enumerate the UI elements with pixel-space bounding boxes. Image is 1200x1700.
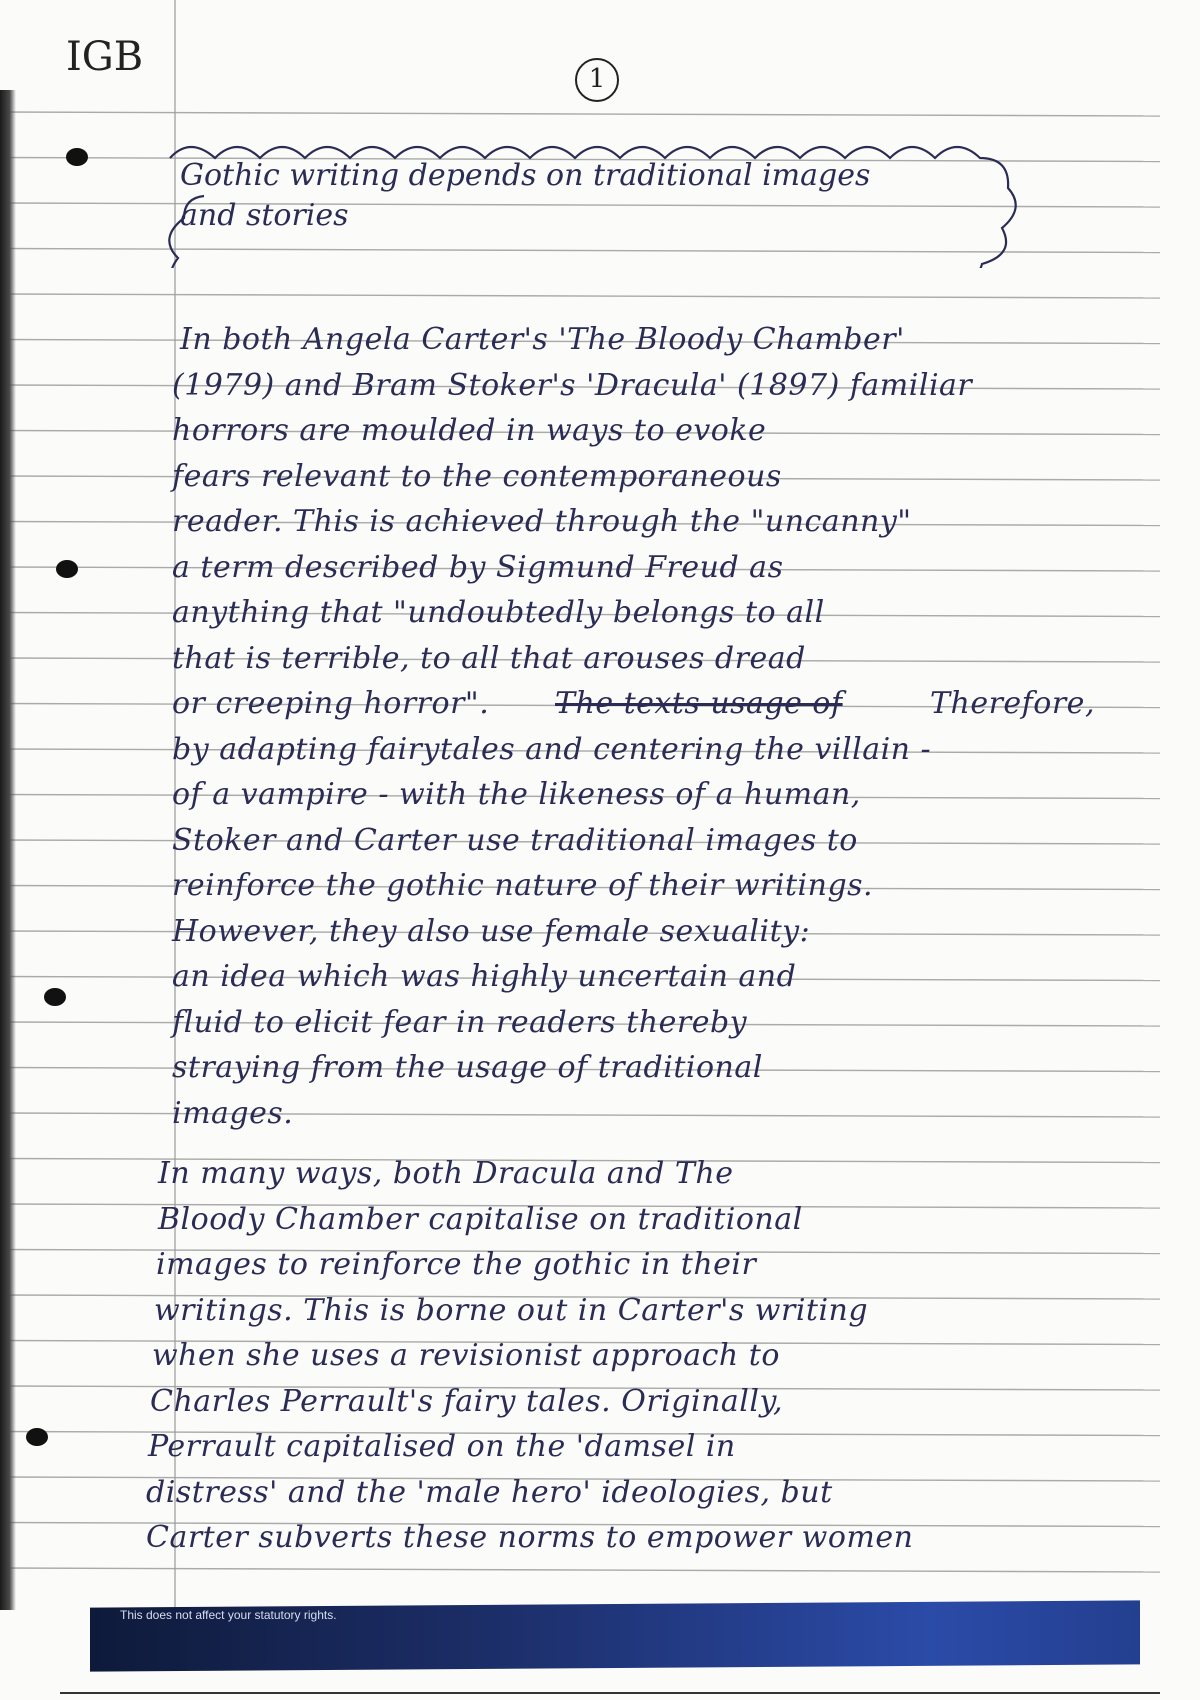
handwritten-line: fluid to elicit fear in readers thereby [172,1004,748,1040]
heading-line: Gothic writing depends on traditional images [180,158,871,193]
handwritten-line: Charles Perrault's fairy tales. Originally, [150,1383,783,1419]
handwritten-line: distress' and the 'male hero' ideologies, but [146,1474,833,1510]
corner-tag: IGB [66,34,144,80]
footer-notice: This does not affect your statutory rights. [120,1608,337,1622]
handwritten-line: (1979) and Bram Stoker's 'Dracula' (1897) familiar [172,367,973,403]
handwritten-line: anything that "undoubtedly belongs to all [172,595,825,630]
handwritten-line: a term described by Sigmund Freud as [172,549,784,585]
handwritten-line: writings. This is borne out in Carter's writing [154,1292,869,1328]
bottom-rule [60,1692,1160,1694]
continuation-text: Therefore, [930,686,1095,721]
struck-text: The texts usage of [555,686,843,721]
page-number-circle [575,58,619,102]
handwritten-line: straying from the usage of traditional [172,1050,763,1085]
handwritten-line: reader. This is achieved through the "uncanny" [172,504,912,539]
punch-hole [66,148,88,166]
handwritten-line: when she uses a revisionist approach to [152,1338,780,1373]
handwritten-line: by adapting fairytales and centering the villain - [172,731,932,767]
punch-hole [44,988,66,1006]
punch-hole [26,1428,48,1446]
handwritten-line: In many ways, both Dracula and The [158,1156,734,1191]
handwritten-line: an idea which was highly uncertain and [172,959,797,994]
handwritten-line: Bloody Chamber capitalise on traditional [158,1201,803,1237]
punch-hole [56,560,78,578]
handwritten-line: Carter subverts these norms to empower women [146,1520,914,1555]
handwritten-line: or creeping horror". [172,686,490,721]
handwritten-line: images to reinforce the gothic in their [156,1247,757,1282]
handwritten-line: that is terrible, to all that arouses dread [172,640,806,676]
handwritten-line: of a vampire - with the likeness of a human, [172,777,861,812]
handwritten-line: images. [172,1095,294,1131]
page-edge-shadow [0,90,16,1610]
handwritten-line: However, they also use female sexuality: [172,913,811,949]
handwritten-line: reinforce the gothic nature of their writings. [172,868,874,903]
heading-line: and stories [180,198,349,233]
handwritten-line: Perrault capitalised on the 'damsel in [148,1429,736,1464]
handwritten-line: horrors are moulded in ways to evoke [172,413,767,448]
handwritten-line: fears relevant to the contemporaneous [172,458,782,494]
page-number: 1 [588,64,606,94]
handwritten-line: Stoker and Carter use traditional images to [172,822,858,858]
handwritten-line: In both Angela Carter's 'The Bloody Chamber' [180,322,905,357]
